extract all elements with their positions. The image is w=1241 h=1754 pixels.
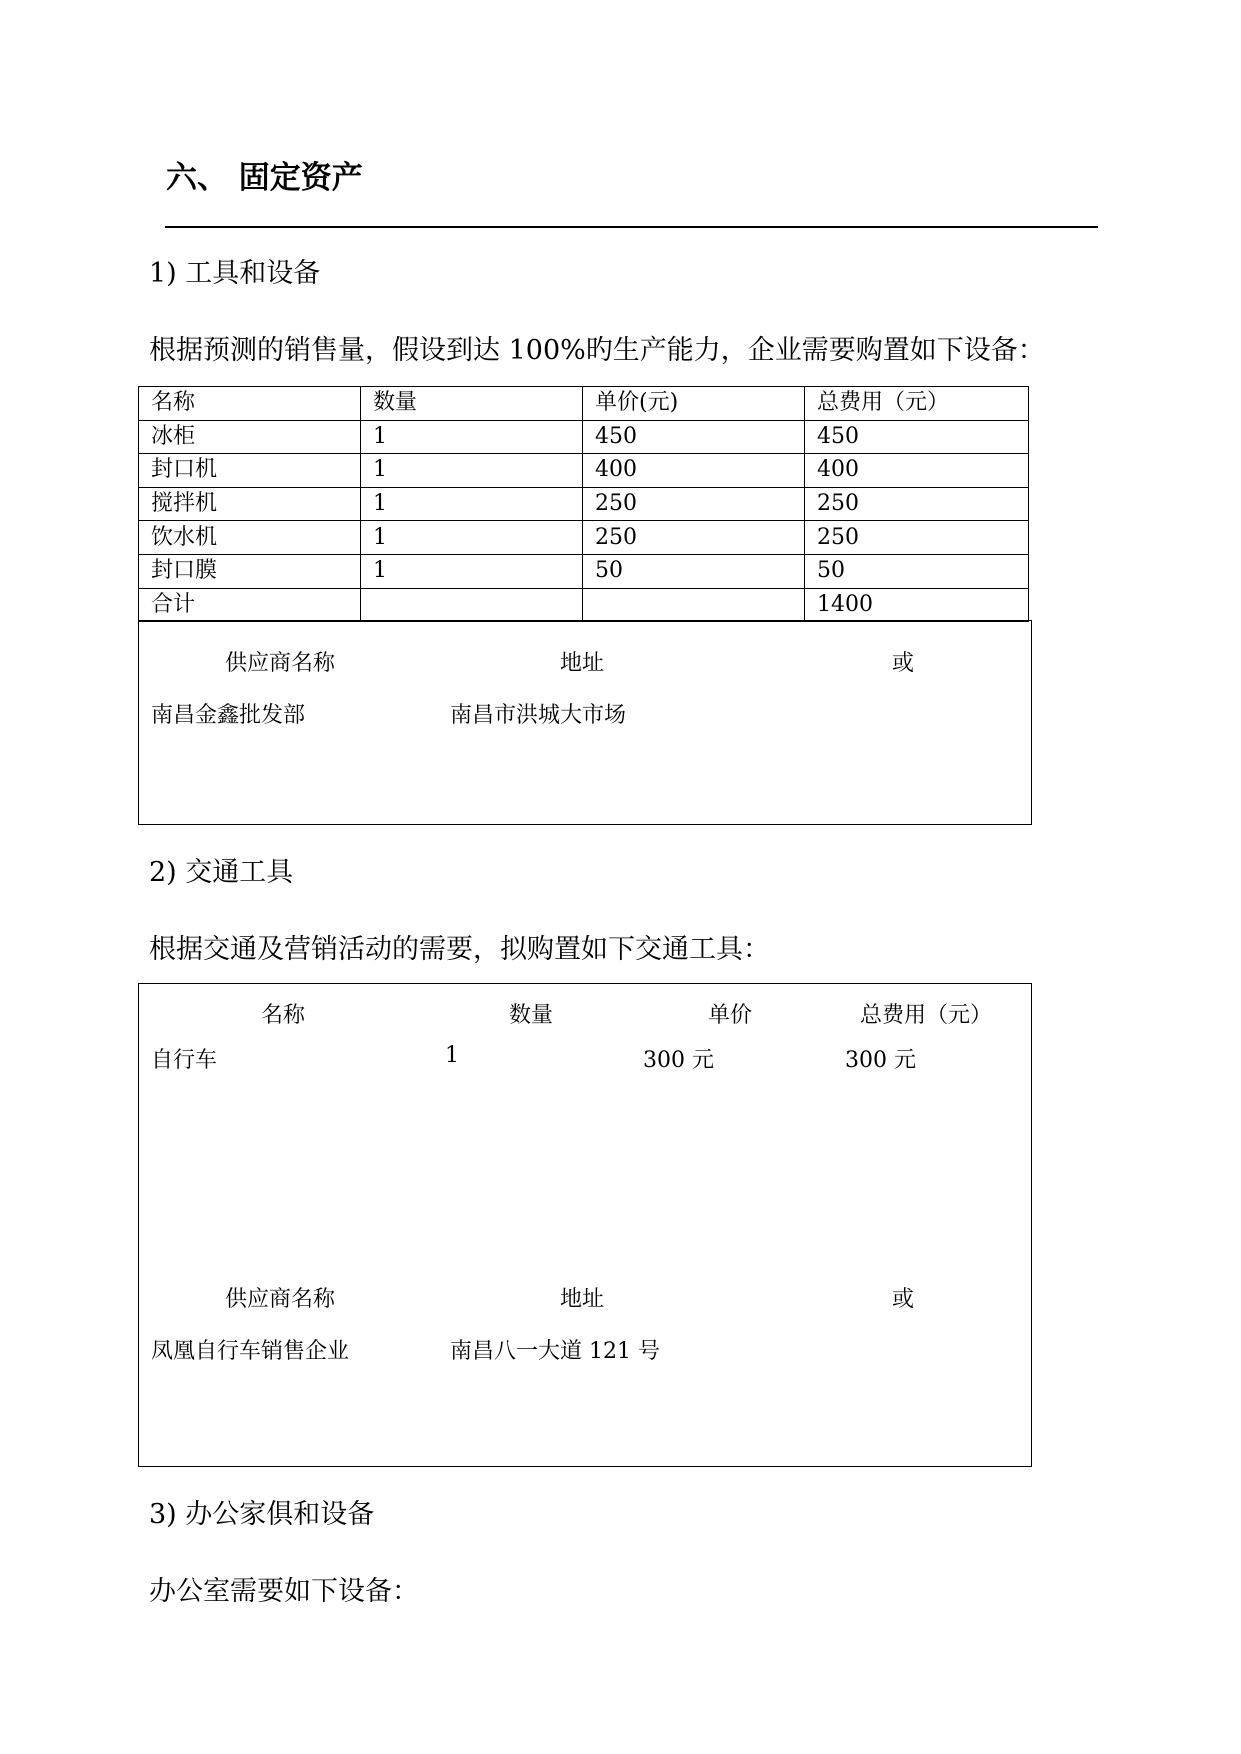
table-row: [139, 521, 1029, 555]
title-divider: [165, 226, 1098, 228]
table-cell: 400: [583, 454, 805, 488]
transport-box: [138, 983, 1032, 1467]
tools-intro: 根据预测的销售量，假设到达 100%旳生产能力，企业需要购置如下设备：: [149, 335, 1045, 366]
table-cell: 1: [361, 487, 583, 521]
supplier-name: 南昌金鑫批发部: [151, 703, 306, 728]
column-header: 总费用（元）: [860, 1003, 993, 1028]
table-cell: 250: [583, 521, 805, 555]
column-header: 单价: [708, 1003, 753, 1028]
table-cell: 自行车: [151, 1048, 218, 1073]
column-header: 总费用（元）: [805, 387, 1029, 421]
table-cell: 1: [361, 554, 583, 588]
table-total-row: [139, 588, 1029, 622]
table-cell: 封口膜: [139, 554, 361, 588]
table-cell: 1: [361, 454, 583, 488]
tools-heading: 1) 工具和设备: [149, 258, 321, 289]
transport-heading: 2) 交通工具: [149, 857, 294, 888]
table-cell: 450: [583, 420, 805, 454]
transport-intro: 根据交通及营销活动的需要，拟购置如下交通工具：: [149, 934, 770, 965]
table-cell: 封口机: [139, 454, 361, 488]
table-cell: 450: [805, 420, 1029, 454]
table-cell: 50: [583, 554, 805, 588]
table-cell: 1: [361, 521, 583, 555]
equipment-table: [138, 386, 1029, 622]
supplier-address-label: 地址: [560, 1287, 605, 1312]
table-cell: 400: [805, 454, 1029, 488]
supplier-or-label: 或: [892, 651, 915, 676]
table-row: [139, 554, 1029, 588]
table-cell: 250: [805, 487, 1029, 521]
table-cell: 1: [361, 420, 583, 454]
office-heading: 3) 办公家俱和设备: [149, 1499, 375, 1530]
table-cell: 250: [805, 521, 1029, 555]
supplier-address-label: 地址: [560, 651, 605, 676]
table-row: [139, 420, 1029, 454]
section-title: 六、 固定资产: [166, 160, 363, 196]
table-header-row: [139, 387, 1029, 421]
table-cell: 250: [583, 487, 805, 521]
table-cell: [583, 588, 805, 622]
column-header: 数量: [361, 387, 583, 421]
table-row: [139, 487, 1029, 521]
supplier-name-label: 供应商名称: [225, 1287, 336, 1312]
supplier-name-label: 供应商名称: [225, 651, 336, 676]
table-cell: 搅拌机: [139, 487, 361, 521]
supplier-name: 凤凰自行车销售企业: [151, 1339, 350, 1364]
table-row: [139, 454, 1029, 488]
column-header: 数量: [509, 1003, 554, 1028]
supplier-address: 南昌八一大道 121 号: [450, 1339, 660, 1364]
table-cell: 1: [445, 1043, 459, 1068]
supplier-address: 南昌市洪城大市场: [450, 703, 627, 728]
table-cell: 300 元: [845, 1048, 916, 1073]
column-header: 名称: [139, 387, 361, 421]
supplier-box: [138, 620, 1032, 825]
table-cell: [361, 588, 583, 622]
column-header: 单价(元): [583, 387, 805, 421]
table-cell: 饮水机: [139, 521, 361, 555]
column-header: 名称: [261, 1003, 306, 1028]
table-cell: 1400: [805, 588, 1029, 622]
table-cell: 50: [805, 554, 1029, 588]
table-cell: 300 元: [643, 1048, 714, 1073]
office-intro: 办公室需要如下设备：: [149, 1576, 419, 1607]
table-cell: 合计: [139, 588, 361, 622]
supplier-or-label: 或: [892, 1287, 915, 1312]
table-cell: 冰柜: [139, 420, 361, 454]
